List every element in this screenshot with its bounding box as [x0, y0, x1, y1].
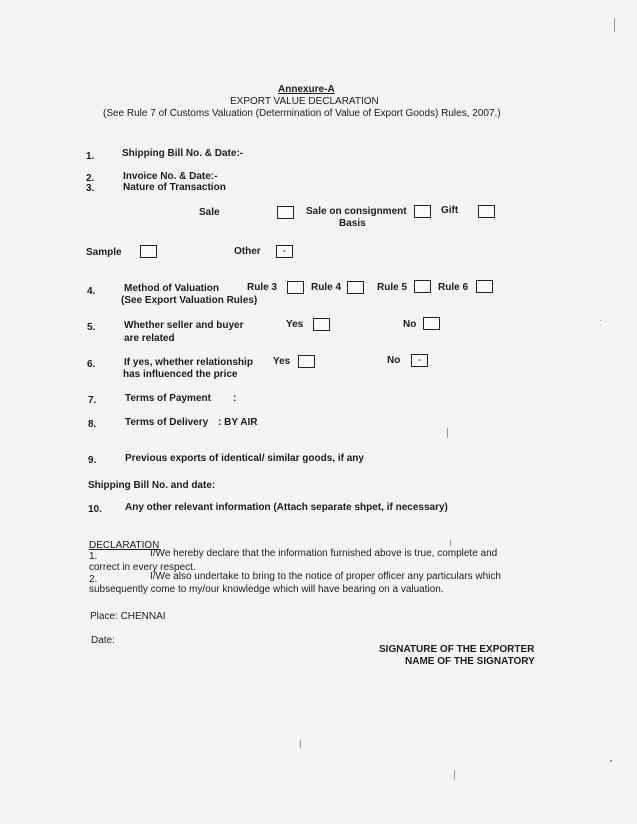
declaration-1-line1: I/We hereby declare that the information furnished above is true, complete and — [150, 548, 498, 559]
item-3-label: Nature of Transaction — [123, 182, 226, 193]
item-6-no-label: No — [387, 355, 401, 366]
item-5-yes-checkbox[interactable] — [313, 318, 330, 331]
item-2-label: Invoice No. & Date:- — [123, 171, 218, 182]
consignment-checkbox[interactable] — [414, 205, 431, 218]
signature-exporter: SIGNATURE OF THE EXPORTER — [379, 644, 535, 655]
signatory-name: NAME OF THE SIGNATORY — [405, 656, 535, 667]
sale-checkbox[interactable] — [277, 206, 294, 219]
rule-6-label: Rule 6 — [438, 282, 469, 293]
place-field: Place: CHENNAI — [90, 611, 166, 622]
sample-checkbox[interactable] — [140, 245, 157, 258]
item-8-label: Terms of Delivery — [125, 417, 209, 428]
item-6-label-line1: If yes, whether relationship — [124, 357, 253, 368]
other-checkbox[interactable]: - — [276, 245, 293, 258]
sample-label: Sample — [86, 247, 122, 258]
item-5-no-label: No — [403, 319, 417, 330]
scan-speck — [300, 740, 301, 748]
item-6-number: 6. — [87, 359, 96, 370]
annexure-label: Annexure-A — [278, 84, 335, 95]
item-7-colon: : — [233, 393, 237, 404]
item-1-number: 1. — [86, 151, 95, 162]
rule-3-label: Rule 3 — [247, 282, 278, 293]
declaration-2-line1: I/We also undertake to bring to the notice of proper officer any particulars which — [150, 571, 501, 582]
scan-speck — [610, 760, 612, 762]
scan-speck — [614, 18, 615, 32]
item-1-label: Shipping Bill No. & Date:- — [122, 148, 244, 159]
rule-3-checkbox[interactable] — [287, 281, 304, 294]
item-7-label: Terms of Payment — [125, 393, 211, 404]
item-8-value: : BY AIR — [218, 417, 258, 428]
item-6-no-checkbox[interactable]: - — [411, 354, 428, 367]
form-subtitle: (See Rule 7 of Customs Valuation (Determination of Value of Export Goods) Rules, 2007.) — [103, 108, 501, 119]
item-2-number: 2. — [86, 173, 95, 184]
item-8-number: 8. — [88, 419, 97, 430]
item-10-label: Any other relevant information (Attach separate shpet, if necessary) — [125, 502, 448, 513]
item-4-label: Method of Valuation — [124, 283, 219, 294]
item-5-label-line2: are related — [124, 333, 175, 344]
consignment-label: Sale on consignment — [306, 206, 407, 217]
consignment-basis-label: Basis — [339, 218, 366, 229]
gift-checkbox[interactable] — [478, 205, 495, 218]
rule-5-checkbox[interactable] — [414, 280, 431, 293]
scan-speck — [450, 540, 451, 546]
sale-label: Sale — [199, 207, 220, 218]
rule-4-checkbox[interactable] — [347, 281, 364, 294]
item-6-yes-label: Yes — [273, 356, 291, 367]
scan-speck — [600, 320, 601, 321]
declaration-heading: DECLARATION — [89, 540, 160, 551]
declaration-1-line2: correct in every respect. — [89, 562, 196, 573]
declaration-2-line2: subsequently come to my/our knowledge which will have bearing on a valuation. — [89, 584, 444, 595]
item-3-number: 3. — [86, 183, 95, 194]
item-4-number: 4. — [87, 286, 96, 297]
shipping-bill-label: Shipping Bill No. and date: — [88, 480, 216, 491]
rule-5-label: Rule 5 — [377, 282, 408, 293]
item-5-number: 5. — [87, 322, 96, 333]
item-7-number: 7. — [88, 395, 97, 406]
declaration-2-number: 2. — [89, 574, 98, 585]
item-6-label-line2: has influenced the price — [123, 369, 238, 380]
rule-6-checkbox[interactable] — [476, 280, 493, 293]
scan-speck — [454, 770, 455, 780]
item-9-label: Previous exports of identical/ similar goods, if any — [125, 453, 364, 464]
item-5-yes-label: Yes — [286, 319, 304, 330]
rule-4-label: Rule 4 — [311, 282, 342, 293]
date-field: Date: — [91, 635, 115, 646]
item-5-label-line1: Whether seller and buyer — [124, 320, 244, 331]
item-6-yes-checkbox[interactable] — [298, 355, 315, 368]
item-4-sublabel: (See Export Valuation Rules) — [121, 295, 258, 306]
form-title: EXPORT VALUE DECLARATION — [230, 96, 379, 107]
other-label: Other — [234, 246, 261, 257]
item-10-number: 10. — [88, 504, 102, 515]
item-5-no-checkbox[interactable] — [423, 317, 440, 330]
gift-label: Gift — [441, 205, 459, 216]
item-9-number: 9. — [88, 455, 97, 466]
declaration-1-number: 1. — [89, 551, 98, 562]
scan-speck — [447, 428, 448, 438]
